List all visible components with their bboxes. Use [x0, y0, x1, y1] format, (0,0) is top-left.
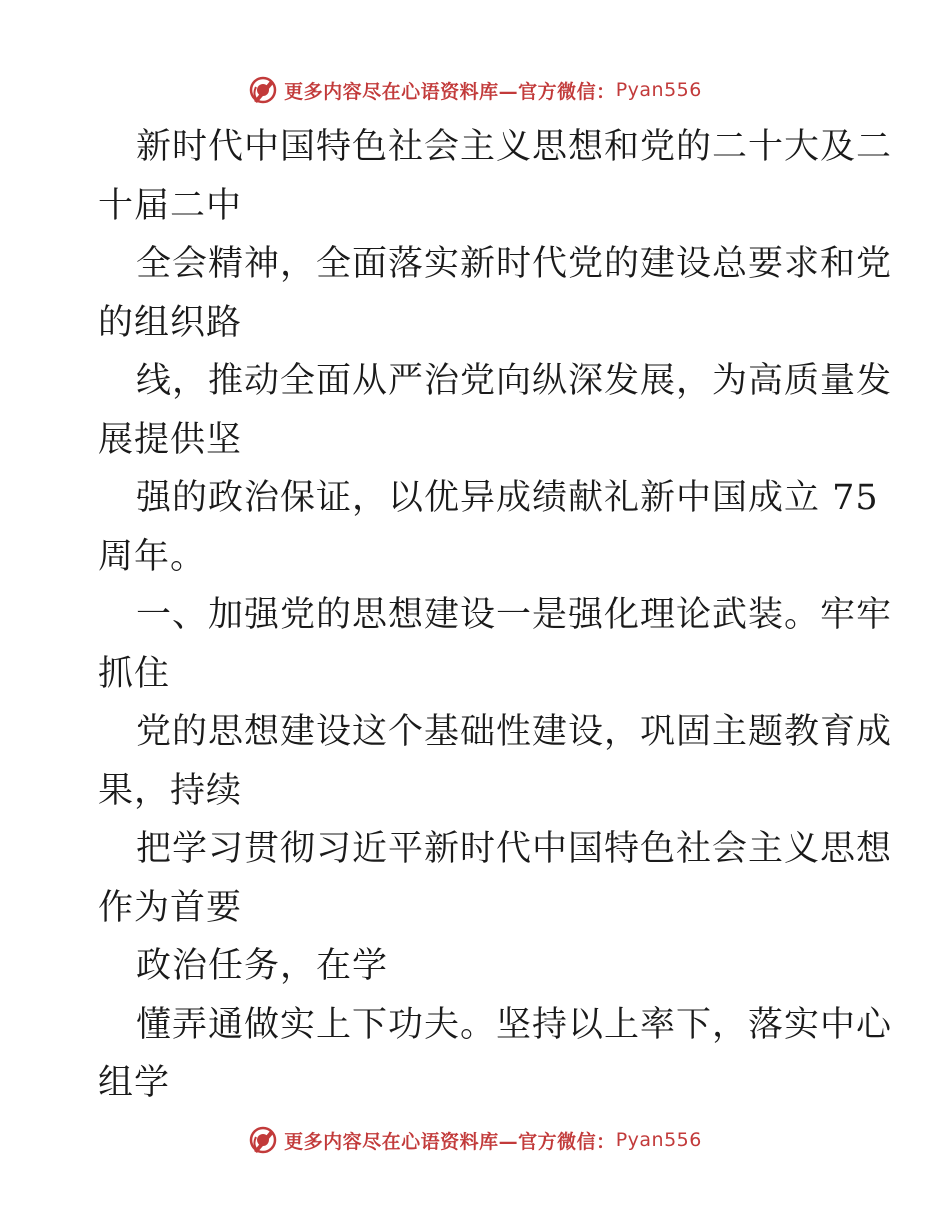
text-line: 线，推动全面从严治党向纵深发展，为高质量发: [136, 361, 893, 401]
text-line: 把学习贯彻习近平新时代中国特色社会主义思想: [136, 829, 893, 869]
pen-circle-logo-icon: [248, 75, 278, 105]
text-line: 强的政治保证，以优异成绩献礼新中国成立 75: [136, 478, 879, 518]
text-line: 果，持续: [98, 770, 243, 811]
text-line: 全会精神，全面落实新时代党的建设总要求和党: [136, 244, 893, 284]
watermark-account-id: Pyan556: [615, 79, 702, 101]
watermark-text: 更多内容尽在心语资料库—: [284, 80, 519, 103]
text-line: 组学: [98, 1063, 171, 1103]
text-line: 周年。: [98, 536, 207, 577]
text-line: 抓住: [98, 653, 171, 694]
text-line: 新时代中国特色社会主义思想和党的二十大及二: [136, 127, 893, 167]
watermark-account-label: 官方微信：: [518, 1130, 616, 1153]
footer-watermark: [0, 1120, 950, 1160]
watermark-account-label: 官方微信：: [518, 80, 616, 103]
text-line: 十届二中: [98, 185, 243, 226]
text-line: 展提供坚: [98, 419, 243, 460]
text-line: 的组织路: [98, 302, 243, 343]
text-line: 党的思想建设这个基础性建设，巩固主题教育成: [136, 712, 893, 752]
watermark-text: 更多内容尽在心语资料库—: [284, 1130, 519, 1153]
header-watermark: [0, 70, 950, 110]
pen-circle-logo-icon: [248, 1125, 278, 1155]
document-body: [98, 118, 893, 1113]
text-line: 一、加强党的思想建设一是强化理论武装。牢牢: [136, 595, 893, 635]
text-line: 作为首要: [98, 887, 243, 928]
watermark-account-id: Pyan556: [615, 1129, 702, 1151]
text-line: 政治任务，在学: [136, 946, 389, 986]
text-line: 懂弄通做实上下功夫。坚持以上率下，落实中心: [136, 1004, 893, 1045]
